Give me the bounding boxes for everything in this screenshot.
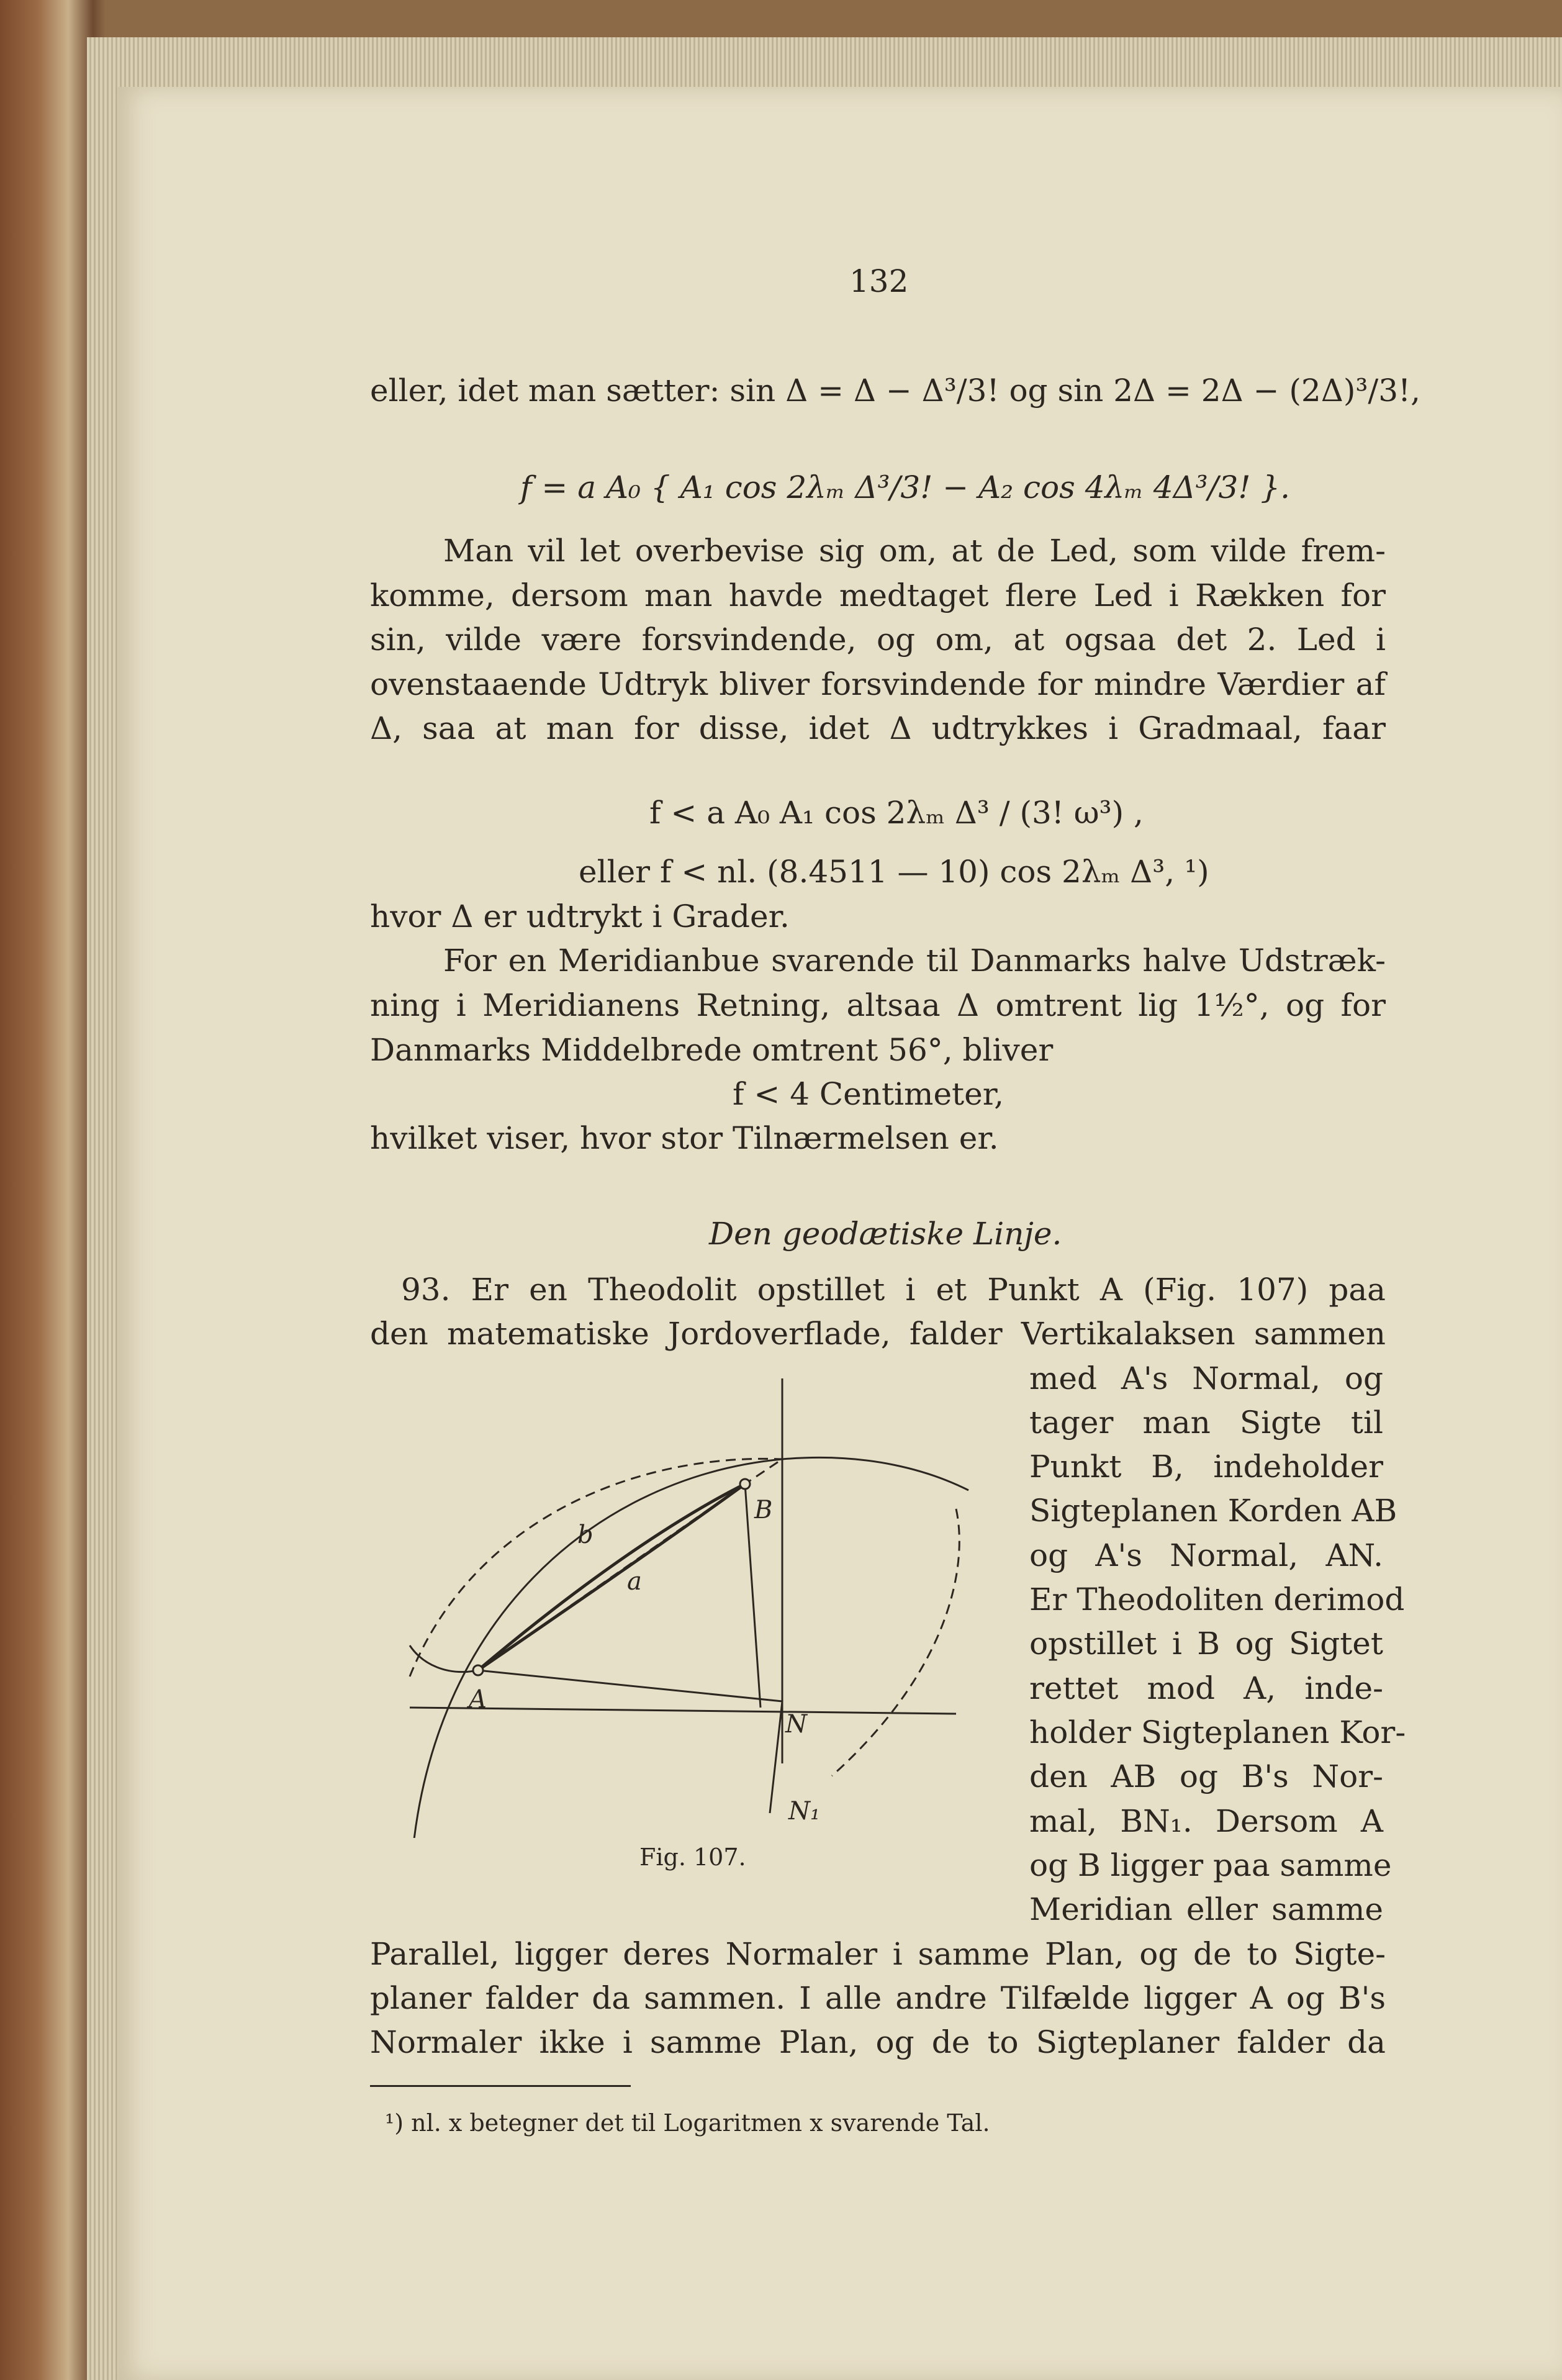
figure-horizontal <box>410 1708 956 1714</box>
figure-label-N1: N₁ <box>788 1797 821 1826</box>
para3-right-line-4: Sigteplanen Korden AB <box>1029 1493 1397 1529</box>
formula-f-inequality: f < a A₀ A₁ cos 2λₘ Δ³ / (3! ω³) , <box>649 795 1144 831</box>
formula-sin-substitution: eller, idet man sætter: sin Δ = Δ − Δ³/3! og sin 2Δ = 2Δ − (2Δ)³/3!, <box>370 373 1421 409</box>
figure-107 <box>397 1378 993 1838</box>
para1-line-4: ovenstaaende Udtryk bliver forsvindende for mindre Værdier af <box>370 666 1386 702</box>
figure-dashed-meridian <box>410 1459 959 1776</box>
para1-line-3: sin, vilde være forsvindende, og om, at ogsaa det 2. Led i <box>370 622 1386 658</box>
line-hvilket: hvilket viser, hvor stor Tilnærmelsen er. <box>370 1120 999 1156</box>
figure-curve-a <box>478 1484 745 1670</box>
figure-point-B <box>740 1479 750 1489</box>
figure-normal-A <box>478 1670 782 1813</box>
para3-bottom-line-3: Normaler ikke i samme Plan, og de to Sigteplaner falder da <box>370 2024 1386 2060</box>
formula-f-expansion: f = a A₀ { A₁ cos 2λₘ Δ³/3! − A₂ cos 4λₘ 4Δ³/3! }. <box>520 469 1291 505</box>
footnote: ¹) nl. x betegner det til Logaritmen x svarende Tal. <box>385 2109 990 2137</box>
para3-right-line-7: opstillet i B og Sigtet <box>1029 1626 1383 1662</box>
para3-right-line-12: og B ligger paa samme <box>1029 1847 1392 1883</box>
para2-line-2: ning i Meridianens Retning, altsaa Δ omtrent lig 1½°, og for <box>370 987 1386 1023</box>
figure-label-a: a <box>627 1567 642 1596</box>
para2-line-3: Danmarks Middelbrede omtrent 56°, bliver <box>370 1032 1054 1068</box>
para2-line-1: For en Meridianbue svarende til Danmarks halve Udstræk- <box>443 943 1386 979</box>
para3-line-1: 93. Er en Theodolit opstillet i et Punkt A (Fig. 107) paa <box>401 1272 1386 1308</box>
formula-f-numeric: eller f < nl. (8.4511 — 10) cos 2λₘ Δ³, ¹) <box>579 854 1209 890</box>
para3-bottom-line-2: planer falder da sammen. I alle andre Tilfælde ligger A og B's <box>370 1980 1386 2016</box>
para3-right-line-1: med A's Normal, og <box>1029 1360 1383 1396</box>
figure-label-A: A <box>469 1685 487 1714</box>
para3-line-2: den matematiske Jordoverflade, falder Vertikalaksen sammen <box>370 1316 1386 1352</box>
para1-line-2: komme, dersom man havde medtaget flere Led i Rækken for <box>370 577 1386 613</box>
figure-label-B: B <box>754 1496 773 1524</box>
line-hvor: hvor Δ er udtrykt i Grader. <box>370 898 790 934</box>
para3-right-line-5: og A's Normal, AN. <box>1029 1537 1383 1573</box>
para3-right-line-2: tager man Sigte til <box>1029 1405 1383 1441</box>
para1-line-1: Man vil let overbevise sig om, at de Led, som vilde frem- <box>443 533 1386 569</box>
para3-right-line-8: rettet mod A, inde- <box>1029 1670 1383 1706</box>
figure-label-b: b <box>577 1521 594 1549</box>
figure-label-N: N <box>785 1710 807 1739</box>
para3-right-line-10: den AB og B's Nor- <box>1029 1758 1383 1794</box>
section-title: Den geodætiske Linje. <box>709 1216 1062 1252</box>
figure-point-A <box>473 1665 483 1675</box>
footnote-rule <box>370 2085 631 2087</box>
formula-f-centimeter: f < 4 Centimeter, <box>733 1076 1004 1112</box>
para1-line-5: Δ, saa at man for disse, idet Δ udtrykkes i Gradmaal, faar <box>370 710 1386 746</box>
para3-right-line-11: mal, BN₁. Dersom A <box>1029 1803 1383 1839</box>
figure-caption: Fig. 107. <box>639 1844 746 1871</box>
para3-right-line-3: Punkt B, indeholder <box>1029 1449 1383 1485</box>
para3-right-line-6: Er Theodoliten derimod <box>1029 1581 1405 1618</box>
para3-bottom-line-1: Parallel, ligger deres Normaler i samme Plan, og de to Sigte- <box>370 1936 1386 1972</box>
para3-right-line-9: holder Sigteplanen Kor- <box>1029 1714 1406 1750</box>
para3-right-line-13: Meridian eller samme <box>1029 1891 1383 1927</box>
page-number: 132 <box>849 263 909 299</box>
